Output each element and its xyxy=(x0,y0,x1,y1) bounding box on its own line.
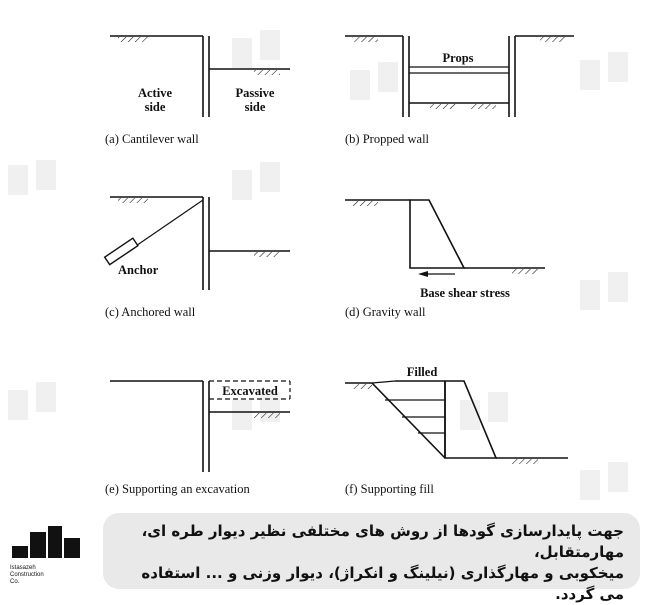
panel-anchored-wall xyxy=(105,197,290,319)
caption-gravity-wall: (d) Gravity wall xyxy=(345,305,426,319)
logo-text-line1: Istasazeh xyxy=(10,565,36,571)
caption-supporting-fill: (f) Supporting fill xyxy=(345,482,434,496)
passive-side-label: Passive xyxy=(235,86,275,100)
caption-supporting-excavation: (e) Supporting an excavation xyxy=(105,482,250,496)
anchor-label: Anchor xyxy=(118,263,159,277)
anchor-block-icon xyxy=(105,238,138,264)
base-shear-stress-label: Base shear stress xyxy=(420,286,510,300)
panel-supporting-fill xyxy=(345,365,568,496)
caption-cantilever-wall: (a) Cantilever wall xyxy=(105,132,199,146)
logo-text-line2: Construction xyxy=(10,572,44,578)
description-line-1: جهت پایدارسازی گودها از روش های مختلفی نظیر دیوار طره ای، مهارمتقابل، xyxy=(141,522,624,561)
panel-gravity-wall xyxy=(345,200,545,319)
active-side-label: Active xyxy=(137,86,173,100)
filled-label: Filled xyxy=(406,365,438,379)
passive-side-label-2: side xyxy=(244,100,266,114)
excavated-label: Excavated xyxy=(222,384,278,398)
caption-anchored-wall: (c) Anchored wall xyxy=(105,305,196,319)
shear-arrow-icon xyxy=(418,271,455,277)
caption-propped-wall: (b) Propped wall xyxy=(345,132,430,146)
active-side-label-2: side xyxy=(144,100,166,114)
logo-text-line3: Co. xyxy=(10,579,20,585)
company-logo-text xyxy=(10,565,80,586)
description-line-2: میخکوبی و مهارگذاری (نیلینگ و انکراژ)، دیوار وزنی و ... استفاده می گردد. xyxy=(141,564,624,603)
watermark-pattern xyxy=(8,30,628,500)
description-banner xyxy=(103,513,640,603)
props-label: Props xyxy=(442,51,474,65)
